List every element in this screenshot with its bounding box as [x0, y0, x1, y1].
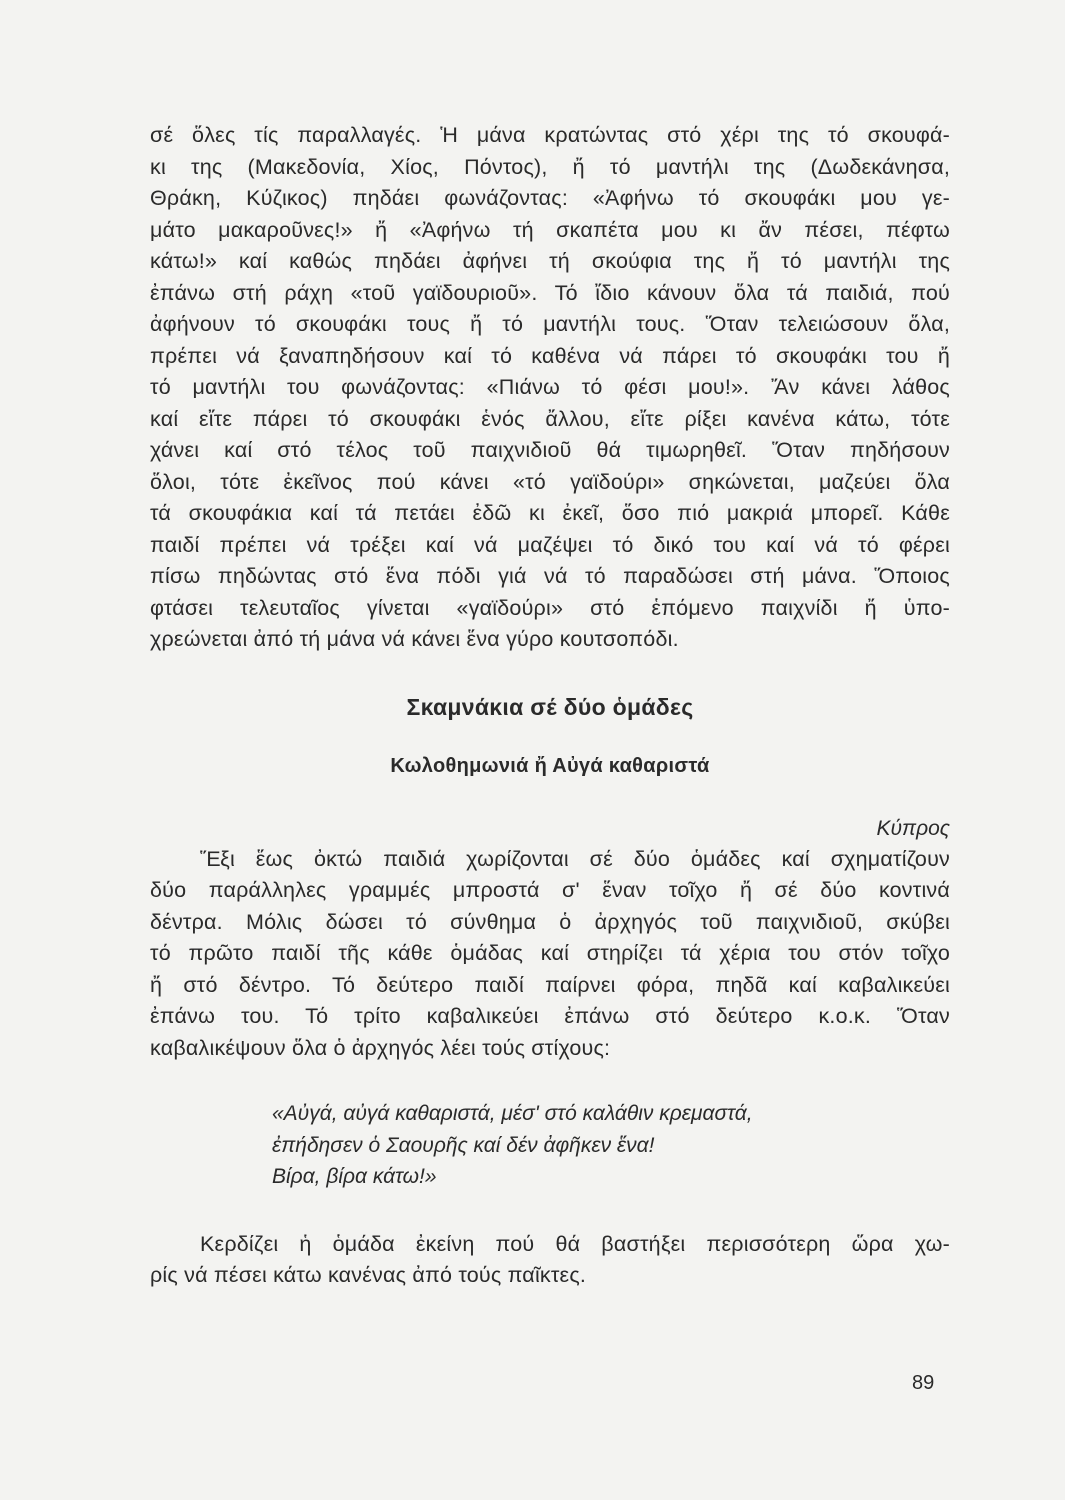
page-number: 89: [912, 1372, 935, 1394]
text-line: Ἕξι ἕως ὀκτώ παιδιά χωρίζονται σέ δύο ὁμάδες καί σχηματίζουν: [200, 846, 950, 871]
section-title: Σκαμνάκια σέ δύο ὁμάδες: [406, 693, 694, 720]
paragraph-2: [150, 844, 950, 1065]
poem: [272, 1098, 950, 1193]
text-line: ἀφήνουν τό σκουφάκι τους ἤ τό μαντήλι τους. Ὅταν τελειώσουν ὅλα,: [150, 312, 950, 336]
text-line: πρέπει νά ξαναπηδήσουν καί τό καθένα νά πάρει τό σκουφάκι του ἤ: [150, 343, 950, 368]
text-line: ὅλοι, τότε ἐκεῖνος πού κάνει «τό γαϊδούρι» σηκώνεται, μαζεύει ὅλα: [150, 469, 950, 494]
text-line: παιδί πρέπει νά τρέξει καί νά μαζέψει τό δικό του καί νά τό φέρει: [150, 532, 950, 557]
text-line: τά σκουφάκια καί τά πετάει ἐδῶ κι ἐκεῖ, ὅσο πιό μακριά μπορεῖ. Κάθε: [150, 501, 950, 525]
text-line: τό πρῶτο παιδί τῆς κάθε ὁμάδας καί στηρίζει τά χέρια του στόν τοῖχο: [150, 941, 950, 965]
text-line: χρεώνεται ἀπό τή μάνα νά κάνει ἕνα γύρο κουτσοπόδι.: [150, 627, 679, 651]
text-line: τό μαντήλι του φωνάζοντας: «Πιάνω τό φέσι μου!». Ἄν κάνει λάθος: [150, 375, 950, 399]
text-line: ἤ στό δέντρο. Τό δεύτερο παιδί παίρνει φόρα, πηδᾶ καί καβαλικεύει: [150, 972, 950, 997]
page-content: [150, 120, 950, 1292]
poem-line: ἐπήδησεν ὁ Σαουρῆς καί δέν ἀφῆκεν ἕνα!: [272, 1133, 655, 1157]
text-line: καβαλικέψουν ὅλα ὁ ἀρχηγός λέει τούς στίχους:: [150, 1035, 611, 1060]
subsection-title: Κωλοθημωνιά ἤ Αὐγά καθαριστά: [390, 754, 710, 777]
text-line: σέ ὅλες τίς παραλλαγές. Ἡ μάνα κρατώντας στό χέρι της τό σκουφά-: [150, 123, 950, 147]
text-line: καί εἴτε πάρει τό σκουφάκι ἑνός ἄλλου, εἴτε ρίξει κανένα κάτω, τότε: [150, 406, 950, 431]
text-line: ἐπάνω του. Τό τρίτο καβαλικεύει ἐπάνω στό δεύτερο κ.ο.κ. Ὅταν: [150, 1004, 950, 1028]
poem-line: «Αὐγά, αὐγά καθαριστά, μέσ' στό καλάθιν κρεμαστά,: [272, 1102, 753, 1125]
paragraph-1: [150, 120, 950, 656]
text-line: κάτω!» καί καθώς πηδάει ἀφήνει τή σκούφια της ἤ τό μαντήλι της: [150, 249, 950, 273]
text-line: Θράκη, Κύζικος) πηδάει φωνάζοντας: «Ἀφήνω τό σκουφάκι μου γε-: [150, 186, 950, 210]
text-line: Κερδίζει ἡ ὁμάδα ἐκείνη πού θά βαστήξει περισσότερη ὥρα χω-: [200, 1231, 950, 1256]
text-line: πίσω πηδώντας στό ἕνα πόδι γιά νά τό παραδώσει στή μάνα. Ὅποιος: [150, 564, 950, 588]
text-line: δύο παράλληλες γραμμές μπροστά σ' ἕναν τοῖχο ἤ σέ δύο κοντινά: [150, 878, 950, 902]
text-line: κι της (Μακεδονία, Χίος, Πόντος), ἤ τό μαντήλι της (Δωδεκάνησα,: [150, 154, 950, 179]
paragraph-3: [150, 1229, 950, 1292]
poem-line: Βίρα, βίρα κάτω!»: [272, 1165, 437, 1188]
text-line: ρίς νά πέσει κάτω κανένας ἀπό τούς παῖκτες.: [150, 1263, 587, 1287]
text-line: χάνει καί στό τέλος τοῦ παιχνιδιοῦ θά τιμωρηθεῖ. Ὅταν πηδήσουν: [150, 438, 950, 462]
text-line: φτάσει τελευταῖος γίνεται «γαϊδούρι» στό ἑπόμενο παιχνίδι ἤ ὑπο-: [150, 595, 950, 620]
region-label: Κύπρος: [876, 816, 950, 840]
text-line: μάτο μακαροῦνες!» ἤ «Ἀφήνω τή σκαπέτα μου κι ἄν πέσει, πέφτω: [150, 217, 950, 242]
text-line: δέντρα. Μόλις δώσει τό σύνθημα ὁ ἀρχηγός τοῦ παιχνιδιοῦ, σκύβει: [150, 909, 950, 934]
text-line: ἐπάνω στή ράχη «τοῦ γαϊδουριοῦ». Τό ἴδιο κάνουν ὅλα τά παιδιά, πού: [150, 280, 950, 305]
